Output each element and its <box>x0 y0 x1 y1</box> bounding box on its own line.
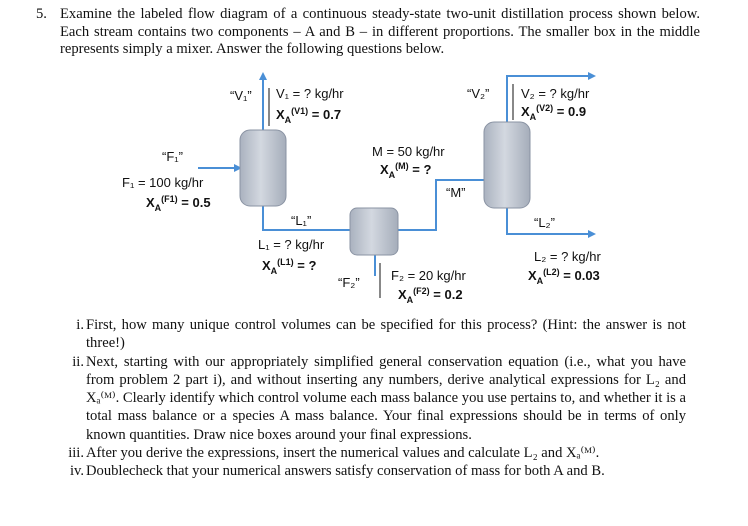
v2-flow: V₂ = ? kg/hr <box>521 86 590 101</box>
v2-composition: $X_A^{(V2)} = 0.9$ <box>521 103 587 122</box>
problem-statement <box>36 6 700 59</box>
problem-text: Examine the labeled flow diagram of a continuous steady-state two-unit distillation process shown below. Each stream contains two components – A and B – in different proportions. The smaller box in the middle represents simply a mixer. Answer the following questions below. <box>60 6 700 57</box>
v2-tag: “V₂” <box>467 86 490 101</box>
column-1 <box>240 130 286 206</box>
f2-flow: F₂ = 20 kg/hr <box>391 268 466 283</box>
question-iv: iv. Doublecheck that your numerical answers satisfy conservation of mass for both A and B. <box>69 463 605 480</box>
stream-m-line <box>398 180 484 230</box>
m-tag: “M” <box>446 185 466 200</box>
f2-composition: $X_A^{(F2)} = 0.2$ <box>398 286 463 305</box>
f2-tag: “F₂” <box>338 275 360 290</box>
l2-composition: $X_A^{(L2)} = 0.03$ <box>528 267 600 286</box>
problem-number: 5. <box>36 6 47 22</box>
l1-tag: “L₁” <box>291 213 312 228</box>
question-list <box>68 316 686 481</box>
f1-composition: $X_A^{(F1)} = 0.5$ <box>146 194 211 213</box>
mixer <box>350 208 398 255</box>
question-iii: iii. After you derive the expressions, insert the numerical values and calculate L₂ and Xₐ⁽ᴹ⁾. <box>68 445 600 462</box>
l1-composition: $X_A^{(L1)}$ = ? <box>262 257 317 276</box>
f1-flow: F₁ = 100 kg/hr <box>122 175 204 190</box>
f1-tag: “F₁” <box>162 149 183 164</box>
l2-flow: L₂ = ? kg/hr <box>534 249 601 264</box>
flow-diagram <box>0 58 748 308</box>
m-flow: M = 50 kg/hr <box>372 144 445 159</box>
column-2 <box>484 122 530 208</box>
m-composition: $X_A^{(M)}$ = ? <box>380 161 432 180</box>
v1-tag: “V₁” <box>230 88 252 103</box>
question-ii: ii. Next, starting with our appropriately simplified general conservation equation (i.e., what you have from problem 2 part i), and without inserting any numbers, derive analytical expressions for L₂ and Xₐ⁽ᴹ⁾. Clearly identify which control volume each mass balance you use pertains to, and whether it is a total mass balance or a species A mass balance. Your final expressions should be in terms of only known quantities. Draw nice boxes around your final expressions. <box>72 353 686 443</box>
l2-tag: “L₂” <box>534 215 555 230</box>
question-i: i. First, how many unique control volumes can be specified for this process? (Hint: the answer is not three!) <box>76 317 686 352</box>
l1-flow: L₁ = ? kg/hr <box>258 237 325 252</box>
v1-flow: V₁ = ? kg/hr <box>276 86 344 101</box>
v1-composition: $X_A^{(V1)} = 0.7$ <box>276 106 342 125</box>
